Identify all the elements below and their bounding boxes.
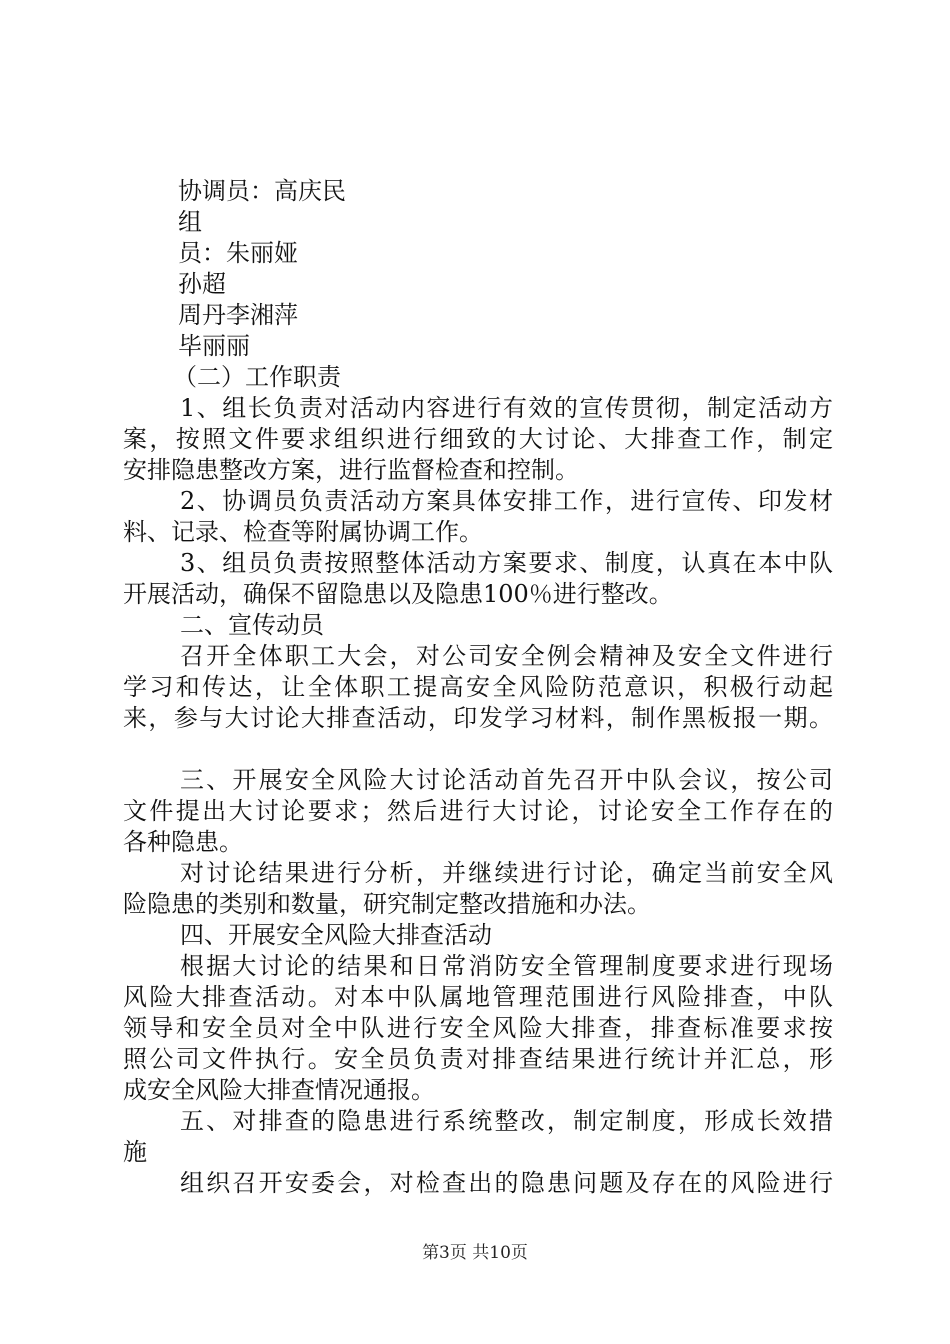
paragraph-gap — [123, 734, 833, 765]
text-line: 周丹李湘萍 — [178, 301, 298, 329]
text-line: 协调员：高庆民 — [178, 177, 346, 205]
paragraph-line: 照公司文件执行。安全员负责对排查结果进行统计并汇总，形 — [123, 1045, 833, 1073]
paragraph-line: 2、协调员负责活动方案具体安排工作，进行宣传、印发材 — [180, 487, 833, 515]
paragraph-line: 根据大讨论的结果和日常消防安全管理制度要求进行现场 — [180, 952, 833, 980]
paragraph-line: 案，按照文件要求组织进行细致的大讨论、大排查工作，制定 — [123, 425, 833, 453]
paragraph-line: 风险大排查活动。对本中队属地管理范围进行风险排查，中队 — [123, 983, 833, 1011]
paragraph-line: 学习和传达，让全体职工提高安全风险防范意识，积极行动起 — [123, 673, 833, 701]
text-line: 毕丽丽 — [178, 332, 250, 360]
paragraph-line: 文件提出大讨论要求；然后进行大讨论，讨论安全工作存在的 — [123, 797, 833, 825]
paragraph-line: 各种隐患。 — [123, 828, 243, 856]
section-heading: 四、开展安全风险大排查活动 — [180, 921, 492, 949]
text-line: 孙超 — [178, 270, 226, 298]
paragraph-line: 3、组员负责按照整体活动方案要求、制度，认真在本中队 — [180, 549, 833, 577]
paragraph-line: 来，参与大讨论大排查活动，印发学习材料，制作黑板报一期。 — [123, 704, 833, 732]
section-heading: 施 — [123, 1138, 147, 1166]
paragraph-line: 成安全风险大排查情况通报。 — [123, 1076, 435, 1104]
section-heading: （二）工作职责 — [173, 363, 341, 391]
section-heading: 五、对排查的隐患进行系统整改，制定制度，形成长效措 — [180, 1107, 833, 1135]
page-number-footer: 第3页 共10页 — [422, 1243, 528, 1263]
paragraph-line: 安排隐患整改方案，进行监督检查和控制。 — [123, 456, 579, 484]
document-body — [123, 176, 833, 1199]
paragraph-line: 开展活动，确保不留隐患以及隐患100％进行整改。 — [123, 580, 673, 608]
paragraph-line: 组织召开安委会，对检查出的隐患问题及存在的风险进行 — [180, 1169, 833, 1197]
section-heading: 二、宣传动员 — [180, 611, 324, 639]
text-line: 组 — [178, 208, 202, 236]
paragraph-line: 领导和安全员对全中队进行安全风险大排查，排查标准要求按 — [123, 1014, 833, 1042]
paragraph-line: 险隐患的类别和数量，研究制定整改措施和办法。 — [123, 890, 651, 918]
paragraph-line: 三、开展安全风险大讨论活动首先召开中队会议，按公司 — [180, 766, 833, 794]
text-line: 员：朱丽娅 — [178, 239, 298, 267]
paragraph-line: 1、组长负责对活动内容进行有效的宣传贯彻，制定活动方 — [180, 394, 833, 422]
paragraph-line: 对讨论结果进行分析，并继续进行讨论，确定当前安全风 — [180, 859, 833, 887]
paragraph-line: 料、记录、检查等附属协调工作。 — [123, 518, 483, 546]
paragraph-line: 召开全体职工大会，对公司安全例会精神及安全文件进行 — [180, 642, 833, 670]
